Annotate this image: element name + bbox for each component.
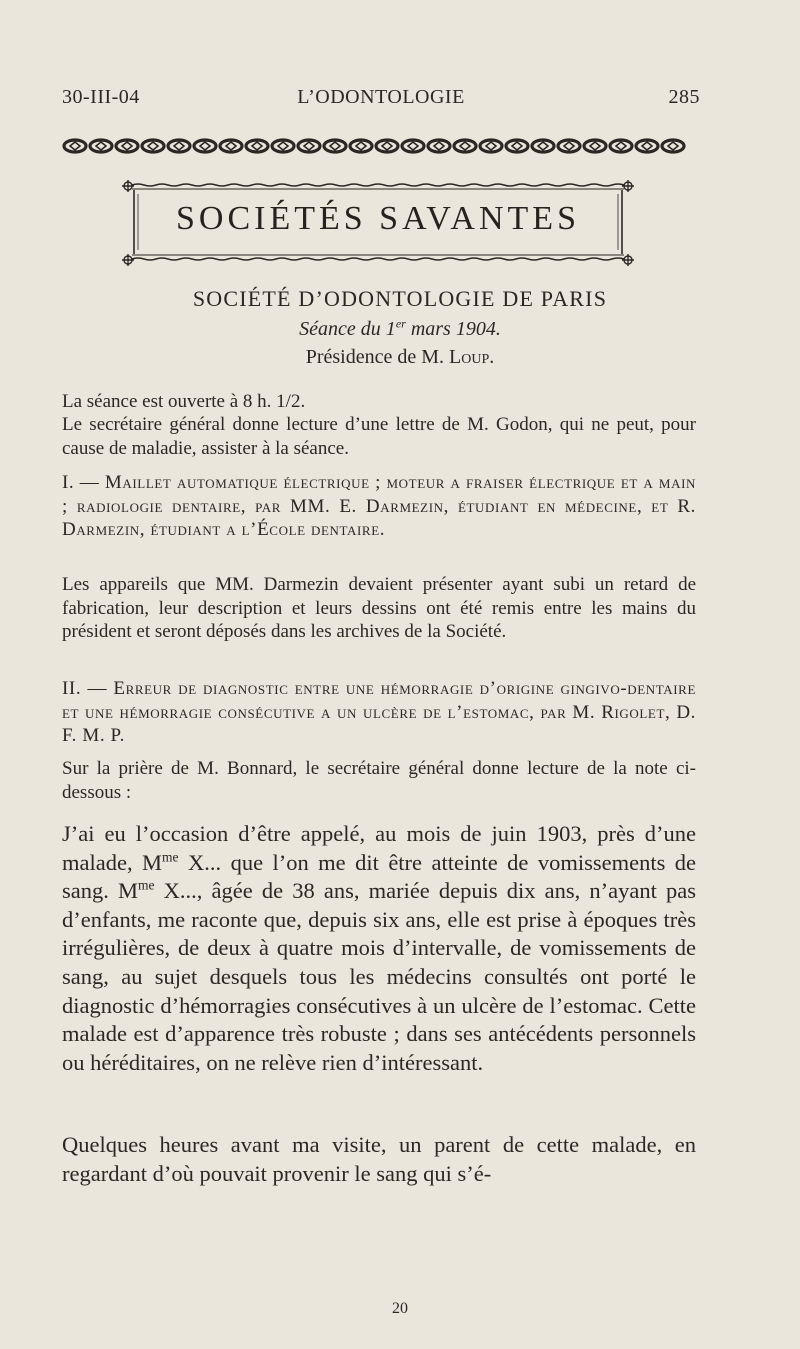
chain-diamond [616, 142, 626, 150]
case-text-a: J’ai eu l’occasion d’être appelé, au mois de juin 1903, près d’une malade, M [62, 821, 696, 875]
paragraph-opening: La séance est ouverte à 8 h. 1/2. [62, 391, 306, 412]
ornamental-chain-border [62, 135, 694, 157]
chain-diamond [252, 142, 262, 150]
presidence-prefix: Présidence de M. [305, 346, 450, 368]
section-title-frame [118, 178, 638, 270]
chain-diamond [434, 142, 444, 150]
chain-diamond [356, 142, 366, 150]
chain-diamond [148, 142, 158, 150]
paragraph-case-report [62, 820, 696, 1077]
chain-diamond [200, 142, 210, 150]
journal-title: L’ODONTOLOGIE [297, 86, 465, 108]
president-name: Loup. [449, 346, 495, 368]
seance-prefix: Séance du 1 [299, 318, 396, 340]
society-name: SOCIÉTÉ D’ODONTOLOGIE DE PARIS [192, 286, 608, 311]
seance-ordinal: er [395, 316, 406, 331]
chain-diamond [642, 142, 652, 150]
paragraph-letter: Le secrétaire général donne lecture d’une lettre de M. Godon, qui ne peut, pour cause de maladie, assister à la séance. [62, 414, 696, 459]
seance-suffix: mars 1904. [405, 318, 501, 340]
case-text-c: X..., âgée de 38 ans, mariée depuis dix ans, n’ayant pas d’enfants, me raconte que, depuis six ans, elle est prise à époques très irrégulières, de deux à quatre mois d’intervalle, de vomissements de sang, au sujet desquels tous les médecins consultés ont porté le diagnostic d’hémorragies consécutives à un ulcère de l’estomac. Cette malade est d’apparence très robuste ; dans ses antécédents personnels ou héréditaires, on ne relève rien d’intéressant. [62, 878, 697, 1075]
chain-diamond [486, 142, 496, 150]
seance-date [0, 318, 800, 341]
case-text-b: X... que l’on me dit être atteinte de vomissements de sang. M [62, 849, 697, 904]
paragraph-visit: Quelques heures avant ma visite, un parent de cette malade, en regardant d’où pouvait provenir le sang qui s’é- [62, 1132, 696, 1186]
chain-diamond [382, 142, 392, 150]
chain-diamond [668, 142, 678, 150]
chain-diamond [122, 142, 132, 150]
presidence [0, 346, 800, 369]
chain-diamond [330, 142, 340, 150]
paragraph-apparatus: Les appareils que MM. Darmezin devaient présenter ayant subi un retard de fabrication, leur description et leurs dessins ont été remis entre les mains du président et seront déposés dans les archives de la Société. [62, 574, 696, 642]
section-title: SOCIÉTÉS SAVANTES [176, 200, 580, 237]
chain-diamond [408, 142, 418, 150]
chain-diamond [460, 142, 470, 150]
item-heading-2: II. — Erreur de diagnostic entre une hémorragie d’origine gingivo-dentaire et une hémorragie consécutive a un ulcère de l’estomac, par M. Rigolet, D. F. M. P. [62, 678, 696, 746]
chain-diamond [226, 142, 236, 150]
case-sup-2: me [138, 877, 155, 893]
running-head [62, 86, 700, 116]
chain-diamond [512, 142, 522, 150]
chain-diamond [70, 142, 80, 150]
issue-date: 30-III-04 [62, 86, 140, 108]
page-number: 285 [668, 86, 700, 108]
chain-diamond [278, 142, 288, 150]
signature-mark: 20 [392, 1300, 408, 1317]
chain-diamond [564, 142, 574, 150]
item-heading-1: I. — Maillet automatique électrique ; moteur a fraiser électrique et a main ; radiologie dentaire, par MM. E. Darmezin, étudiant en médecine, et R. Darmezin, étudiant a l’École dentaire. [62, 472, 696, 540]
chain-diamond [590, 142, 600, 150]
chain-diamond [96, 142, 106, 150]
paragraph-note-intro: Sur la prière de M. Bonnard, le secrétaire général donne lecture de la note ci-dessous : [62, 758, 696, 803]
chain-diamond [304, 142, 314, 150]
case-sup-1: me [162, 849, 179, 865]
chain-diamond [174, 142, 184, 150]
chain-diamond [538, 142, 548, 150]
